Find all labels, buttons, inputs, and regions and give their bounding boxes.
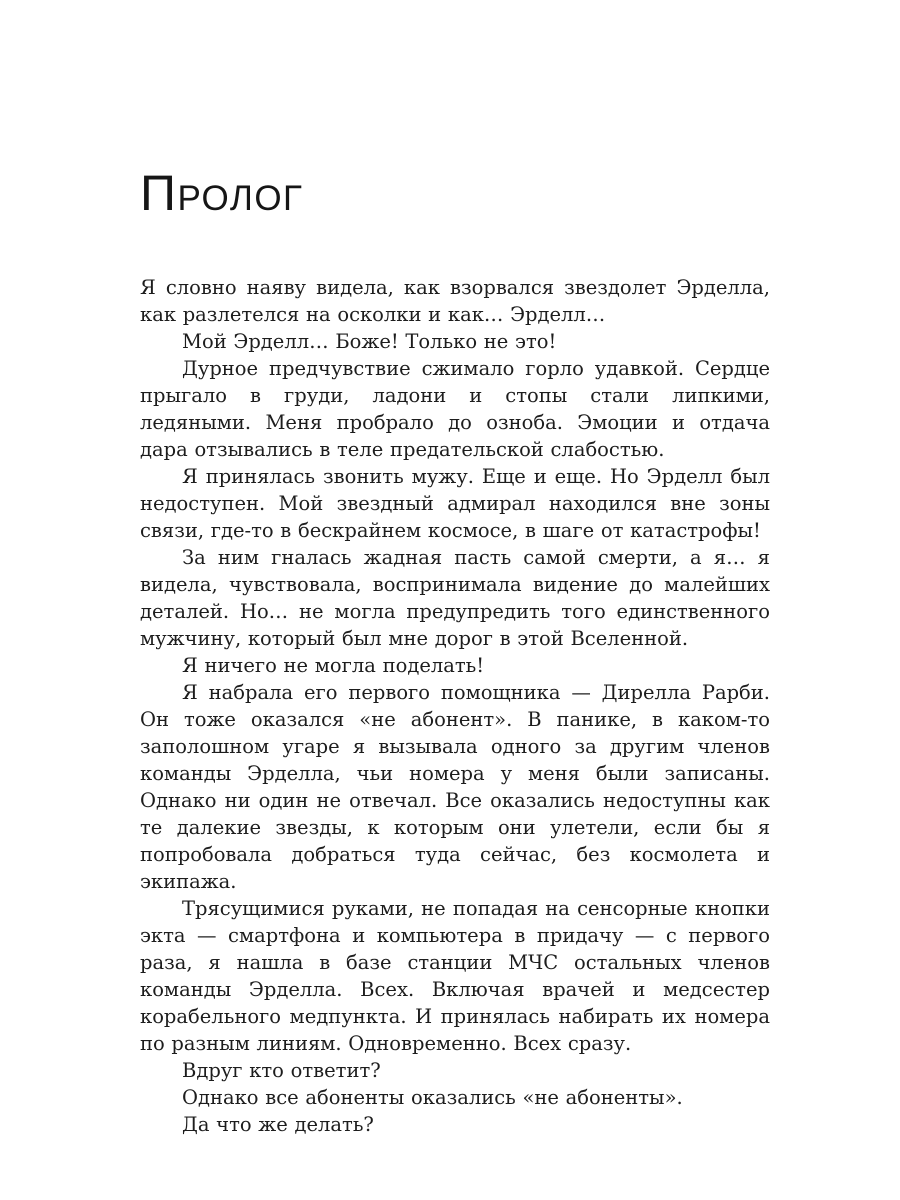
paragraph: Однако все абоненты оказались «не абоненты». bbox=[182, 1086, 683, 1109]
chapter-body bbox=[140, 274, 770, 1138]
paragraph: Да что же делать? bbox=[182, 1113, 374, 1136]
paragraph: Я набрала его первого помощника — Дирелла Рарби. Он тоже оказался «не абонент». В панике, в каком-то заполошном угаре я вызывала одного за другим членов команды Эрделла, чьи номера у меня были записаны. Однако ни один не отвечал. Все оказались недоступны как те далекие звезды, к которым они улетели, если бы я попробовала добраться туда сейчас, без космолета и экипажа. bbox=[140, 681, 770, 893]
paragraph: Я ничего не могла поделать! bbox=[182, 654, 485, 677]
paragraph: Я словно наяву видела, как взорвался звездолет Эрделла, как разлетелся на осколки и как… Эрделл… bbox=[140, 276, 770, 326]
paragraph: Мой Эрделл… Боже! Только не это! bbox=[182, 330, 557, 353]
paragraph: Вдруг кто ответит? bbox=[182, 1059, 381, 1082]
paragraph: За ним гналась жадная пасть самой смерти, а я… я видела, чувствовала, воспринимала видение до малейших деталей. Но… не могла предупредить того единственного мужчину, который был мне дорог в этой Вселенной. bbox=[140, 546, 770, 650]
paragraph: Трясущимися руками, не попадая на сенсорные кнопки экта — смартфона и компьютера в придачу — с первого раза, я нашла в базе станции МЧС остальных членов команды Эрделла. Всех. Включая врачей и медсестер корабельного медпункта. И принялась набирать их номера по разным линиям. Одновременно. Всех сразу. bbox=[140, 897, 770, 1055]
paragraph: Я принялась звонить мужу. Еще и еще. Но Эрделл был недоступен. Мой звездный адмирал находился вне зоны связи, где-то в бескрайнем космосе, в шаге от катастрофы! bbox=[140, 465, 770, 542]
chapter-title: Пролог bbox=[140, 165, 304, 221]
paragraph: Дурное предчувствие сжимало горло удавкой. Сердце прыгало в груди, ладони и стопы стали липкими, ледяными. Меня пробрало до озноба. Эмоции и отдача дара отзывались в теле предательской слабостью. bbox=[140, 357, 770, 461]
